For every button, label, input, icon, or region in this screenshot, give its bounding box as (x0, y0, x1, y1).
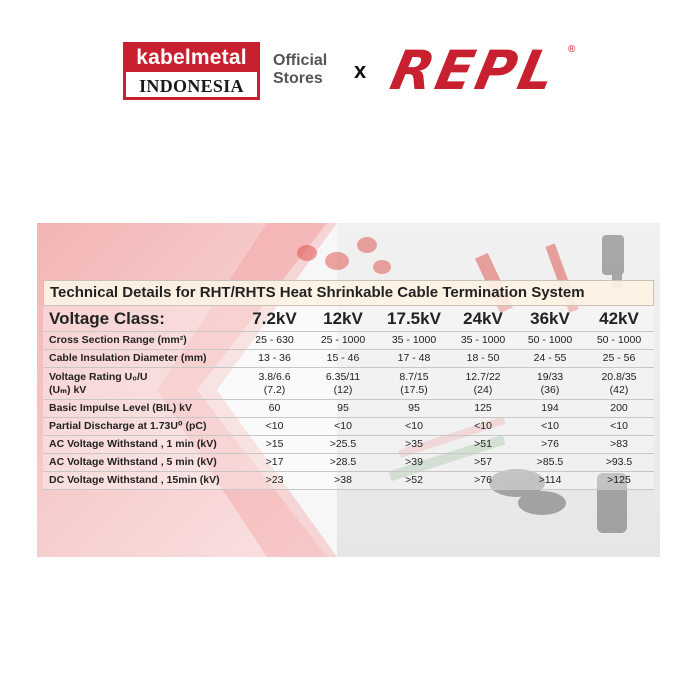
table-cell: 35 - 1000 (378, 332, 450, 350)
table-cell: 35 - 1000 (450, 332, 516, 350)
table-row (43, 454, 654, 472)
table-cell: >39 (378, 454, 450, 472)
table-cell: 18 - 50 (450, 350, 516, 368)
table-cell: 25 - 630 (241, 332, 308, 350)
table-cell: >114 (516, 472, 584, 490)
table-cell: 50 - 1000 (516, 332, 584, 350)
table-row (43, 400, 654, 418)
table-cell: 200 (584, 400, 654, 418)
kabelmetal-logo-subtext: INDONESIA (139, 76, 244, 96)
cell-line1: 12.7/22 (465, 370, 501, 383)
table-cell: <10 (241, 418, 308, 436)
table-cell: >35 (378, 436, 450, 454)
table-title: Technical Details for RHT/RHTS Heat Shrinkable Cable Termination System (43, 280, 654, 306)
cell-line1: 3.8/6.6 (258, 370, 291, 383)
table-cell: <10 (516, 418, 584, 436)
row-label: Basic Impulse Level (BIL) kV (43, 400, 241, 418)
table-cell: >93.5 (584, 454, 654, 472)
voltage-class-row (43, 306, 654, 332)
table-cell: >38 (308, 472, 378, 490)
table-cell (584, 368, 654, 400)
cell-line2: (7.2) (263, 383, 286, 396)
table-cell: >23 (241, 472, 308, 490)
table-cell: >15 (241, 436, 308, 454)
voltage-class-header: 12kV (308, 306, 378, 332)
table-cell: 95 (378, 400, 450, 418)
table-cell: >76 (450, 472, 516, 490)
table-row (43, 332, 654, 350)
spec-table (43, 306, 654, 490)
table-cell: >17 (241, 454, 308, 472)
table-cell: >57 (450, 454, 516, 472)
row-label: DC Voltage Withstand , 15min (kV) (43, 472, 241, 490)
kabelmetal-logo-text: kabelmetal (126, 45, 257, 72)
table-cell: 25 - 1000 (308, 332, 378, 350)
cell-line1: 19/33 (536, 370, 564, 383)
table-cell: >28.5 (308, 454, 378, 472)
table-cell: >25.5 (308, 436, 378, 454)
row-label: Cable Insulation Diameter (mm) (43, 350, 241, 368)
table-cell (378, 368, 450, 400)
table-row (43, 436, 654, 454)
repl-logo (385, 39, 582, 102)
table-cell: >125 (584, 472, 654, 490)
table-cell: >76 (516, 436, 584, 454)
official-stores-label (273, 52, 353, 88)
row-label: AC Voltage Withstand , 5 min (kV) (43, 454, 241, 472)
table-cell (241, 368, 308, 400)
header (0, 0, 700, 130)
table-cell: 25 - 56 (584, 350, 654, 368)
row-label-line2: (Uₘ) kV (49, 383, 87, 396)
row-label: Partial Discharge at 1.73U⁰ (pC) (43, 418, 241, 436)
voltage-class-label: Voltage Class: (43, 306, 241, 332)
table-cell: <10 (378, 418, 450, 436)
cell-line1: 6.35/11 (325, 370, 361, 383)
cell-line2: (24) (473, 383, 493, 396)
table-cell: <10 (584, 418, 654, 436)
voltage-class-header: 7.2kV (241, 306, 308, 332)
table-row (43, 350, 654, 368)
table-cell: 50 - 1000 (584, 332, 654, 350)
table-cell (450, 368, 516, 400)
table-cell: 17 - 48 (378, 350, 450, 368)
registered-mark: ® (568, 44, 576, 55)
table-cell: >51 (450, 436, 516, 454)
official-label-line2: Stores (273, 70, 323, 87)
collab-separator: x (354, 58, 367, 83)
table-cell: <10 (308, 418, 378, 436)
table-row (43, 418, 654, 436)
cell-line1: 8.7/15 (399, 370, 429, 383)
voltage-class-header: 17.5kV (378, 306, 450, 332)
table-cell: <10 (450, 418, 516, 436)
cell-line2: (42) (609, 383, 629, 396)
cell-line2: (17.5) (400, 383, 428, 396)
table-cell: 24 - 55 (516, 350, 584, 368)
voltage-class-header: 24kV (450, 306, 516, 332)
official-label-line1: Official (273, 52, 328, 69)
voltage-class-header: 42kV (584, 306, 654, 332)
table-cell: 13 - 36 (241, 350, 308, 368)
table-row (43, 368, 654, 400)
table-cell (308, 368, 378, 400)
table-cell: 15 - 46 (308, 350, 378, 368)
row-label: AC Voltage Withstand , 1 min (kV) (43, 436, 241, 454)
kabelmetal-logo (123, 42, 260, 100)
row-label-line1: Voltage Rating U₀/U (49, 370, 148, 383)
table-cell: 125 (450, 400, 516, 418)
row-label: Cross Section Range (mm²) (43, 332, 241, 350)
table-cell: >52 (378, 472, 450, 490)
cell-line2: (36) (540, 383, 560, 396)
table-cell: 95 (308, 400, 378, 418)
row-label (43, 368, 241, 400)
table-cell (516, 368, 584, 400)
table-row (43, 472, 654, 490)
technical-details-banner (37, 223, 660, 557)
spec-table-container (43, 280, 654, 490)
table-cell: 60 (241, 400, 308, 418)
table-cell: 194 (516, 400, 584, 418)
cell-line1: 20.8/35 (601, 370, 637, 383)
cell-line2: (12) (333, 383, 353, 396)
repl-logo-text: REPL (385, 39, 564, 102)
voltage-class-header: 36kV (516, 306, 584, 332)
table-cell: >83 (584, 436, 654, 454)
table-cell: >85.5 (516, 454, 584, 472)
